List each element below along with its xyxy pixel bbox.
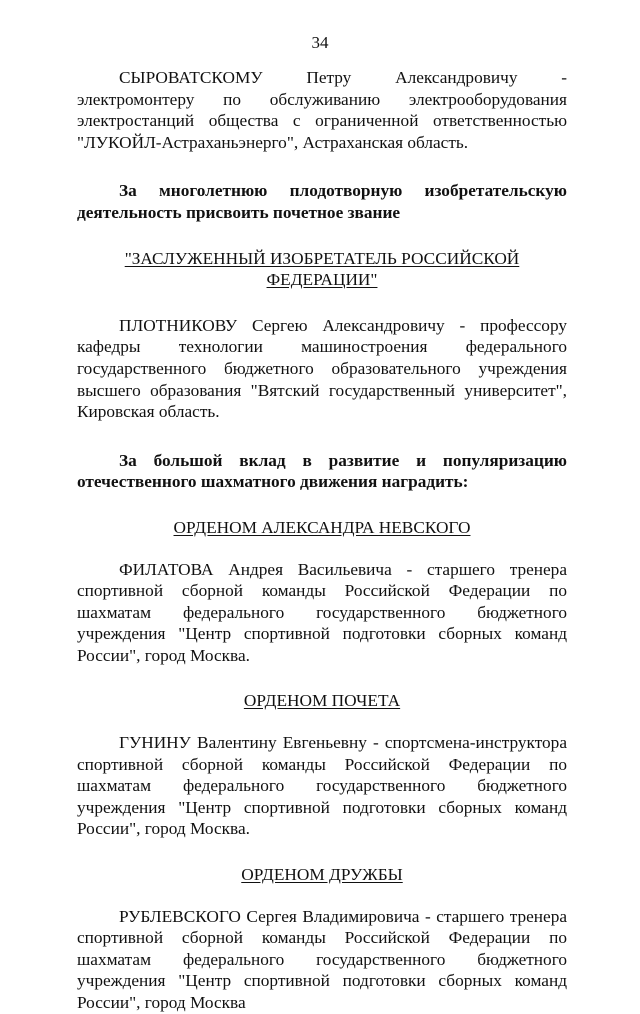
award-title-heading: ОРДЕНОМ ДРУЖБЫ — [241, 865, 403, 885]
award-title-heading: ОРДЕНОМ ПОЧЕТА — [243, 691, 401, 711]
award-recipient-paragraph: ПЛОТНИКОВУ Сергею Александровичу - профессору кафедры технологии машиностроения федерального государственного бюджетного образовательного учреждения высшего образования "Вятский государственный университет", Кировская область. — [77, 315, 567, 422]
award-title-heading: ОРДЕНОМ АЛЕКСАНДРА НЕВСКОГО — [173, 517, 471, 537]
award-title-heading: "ЗАСЛУЖЕННЫЙ ИЗОБРЕТАТЕЛЬ РОССИЙСКОЙ ФЕДЕРАЦИИ" — [124, 248, 520, 290]
award-recipient-paragraph: ФИЛАТОВА Андрея Васильевича - старшего тренера спортивной сборной команды Российской Федерации по шахматам федерального государственного бюджетного учреждения "Центр спортивной подготовки сборных команд России", город Москва. — [77, 559, 567, 665]
page-number: 34 — [311, 33, 329, 52]
award-reason-paragraph: За большой вклад в развитие и популяризацию отечественного шахматного движения наградить: — [77, 450, 567, 492]
award-recipient-paragraph: РУБЛЕВСКОГО Сергея Владимировича - старшего тренера спортивной сборной команды Российской Федерации по шахматам федерального государственного бюджетного учреждения "Центр спортивной подготовки сборных команд России", город Москва — [77, 906, 567, 1012]
document-body — [77, 67, 567, 1014]
award-recipient-paragraph: СЫРОВАТСКОМУ Петру Александровичу - электромонтеру по обслуживанию электрооборудования электростанций общества с ограниченной ответственностью "ЛУКОЙЛ-Астраханьэнерго", Астраханская область. — [77, 68, 567, 152]
award-reason-paragraph: За многолетнюю плодотворную изобретательскую деятельность присвоить почетное звание — [77, 181, 567, 222]
award-recipient-paragraph: ГУНИНУ Валентину Евгеньевну - спортсмена-инструктора спортивной сборной команды Российской Федерации по шахматам федерального государственного бюджетного учреждения "Центр спортивной подготовки сборных команд России", город Москва. — [77, 733, 567, 839]
